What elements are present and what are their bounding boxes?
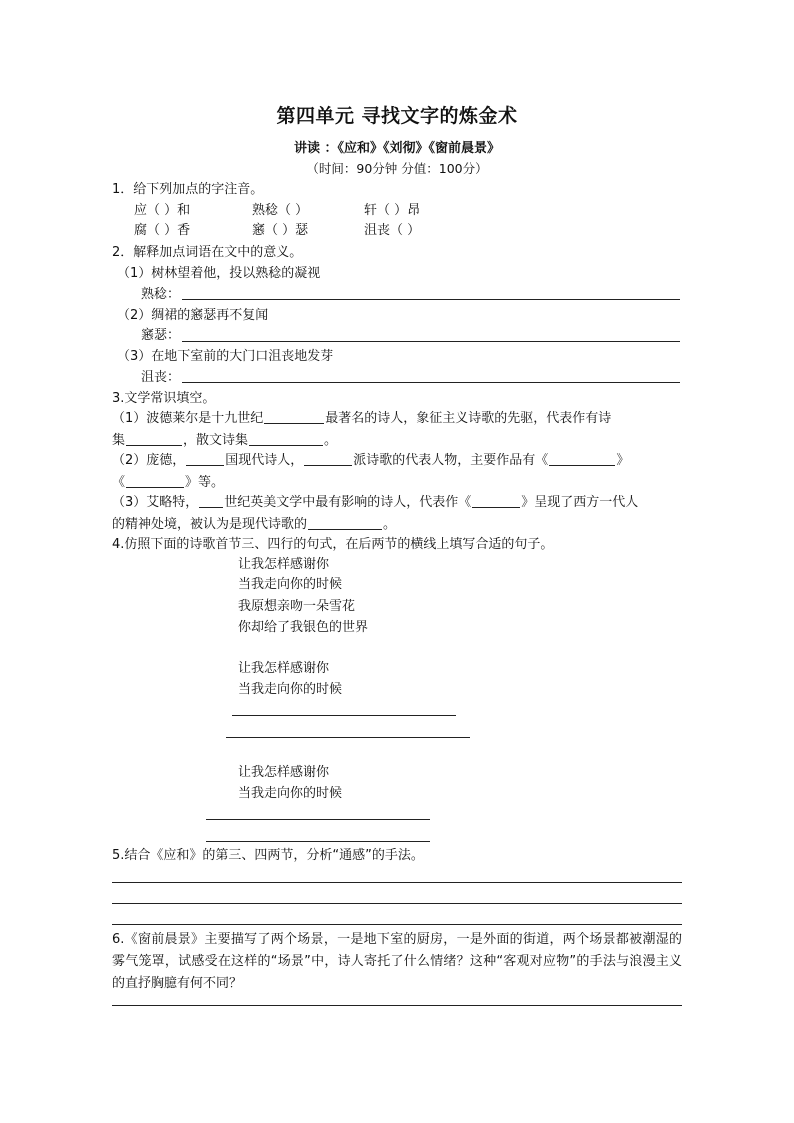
- fill-blank[interactable]: [186, 452, 224, 466]
- worksheet-subtitle: 讲读 ：《应和》《刘彻》《窗前晨景》: [293, 141, 501, 156]
- q3-text: 》等。: [185, 475, 225, 490]
- fill-blank[interactable]: [199, 494, 223, 508]
- q2-stem: 2．解释加点词语在文中的意义。: [112, 245, 303, 260]
- q4-stem: 4.仿照下面的诗歌首节三、四行的句式，在后两节的横线上填写合适的句子。: [112, 537, 554, 552]
- q1-item: 腐（ ）香: [134, 223, 191, 238]
- poem-line: 让我怎样感谢你: [238, 661, 330, 676]
- q2-sentence: （3）在地下室前的大门口沮丧地发芽: [117, 349, 334, 364]
- q3-text: 的精神处境，被认为是现代诗歌的: [112, 517, 308, 532]
- poem-line: 我原想亲吻一朵雪花: [238, 599, 356, 614]
- q3-text: 派诗歌的代表人物，主要作品有《: [353, 453, 549, 468]
- q3-stem: 3.文学常识填空。: [112, 391, 216, 406]
- q1-item: 窸（ ）瑟: [252, 223, 309, 238]
- q2-word-label: 窸瑟：: [141, 328, 181, 343]
- answer-line[interactable]: [112, 1005, 682, 1006]
- q1-item: 轩（ ）昂: [364, 203, 421, 218]
- fill-blank[interactable]: [126, 432, 182, 446]
- q3-item-3: [112, 492, 682, 536]
- q3-text: 》: [616, 453, 630, 468]
- fill-blank[interactable]: [549, 452, 615, 466]
- time-score-info: （时间：90分钟 分值：100分）: [306, 161, 488, 176]
- q2-word-label: 沮丧：: [141, 370, 181, 385]
- q5-stem: 5.结合《应和》的第三、四两节，分析“通感”的手法。: [112, 848, 424, 863]
- q3-text: 集: [112, 433, 126, 448]
- fill-blank[interactable]: [264, 410, 324, 424]
- poem-answer-line[interactable]: [206, 841, 430, 842]
- poem-line: 让我怎样感谢你: [238, 765, 330, 780]
- q3-text: 《: [112, 475, 126, 490]
- poem-answer-line[interactable]: [206, 819, 430, 820]
- q2-sentence: （2）绸裙的窸瑟再不复闻: [117, 308, 269, 323]
- answer-line[interactable]: [182, 382, 680, 383]
- poem-answer-line[interactable]: [226, 737, 470, 738]
- answer-line[interactable]: [182, 299, 680, 300]
- answer-line[interactable]: [112, 903, 682, 904]
- poem-line: 当我走向你的时候: [238, 682, 343, 697]
- poem-line: 让我怎样感谢你: [238, 557, 330, 572]
- q3-text: 世纪英美文学中最有影响的诗人，代表作《: [224, 495, 472, 510]
- worksheet-title: 第四单元 寻找文字的炼金术: [276, 105, 518, 127]
- q6-stem: 6.《窗前晨景》主要描写了两个场景，一是地下室的厨房，一是外面的街道，两个场景都被潮湿的雾气笼罩，试感受在这样的“场景”中，诗人寄托了什么情绪？这种“客观对应物”的手法与浪漫主义的直抒胸臆有何不同？: [112, 932, 682, 991]
- fill-blank[interactable]: [249, 432, 323, 446]
- fill-blank[interactable]: [472, 494, 520, 508]
- answer-line[interactable]: [182, 341, 680, 342]
- fill-blank[interactable]: [126, 474, 184, 488]
- poem-line: 当我走向你的时候: [238, 786, 343, 801]
- q1-item: 熟稔（ ）: [252, 203, 309, 218]
- q3-text: ，散文诗集: [183, 433, 249, 448]
- poem-answer-line[interactable]: [232, 715, 456, 716]
- q3-text: 国现代诗人，: [225, 453, 304, 468]
- q3-text: 。: [324, 433, 338, 448]
- q3-text: （1）波德莱尔是十九世纪: [112, 411, 264, 426]
- fill-blank[interactable]: [304, 452, 352, 466]
- q3-item-2: [112, 450, 682, 494]
- q3-item-1: [112, 408, 682, 452]
- poem-line: 你却给了我银色的世界: [238, 620, 369, 635]
- fill-blank[interactable]: [308, 516, 382, 530]
- q3-text: （2）庞德，: [112, 453, 186, 468]
- q1-stem: 1．给下列加点的字注音。: [112, 182, 264, 197]
- q1-item: 应（ ）和: [134, 203, 191, 218]
- q2-sentence: （1）树林望着他，投以熟稔的凝视: [117, 266, 321, 281]
- q2-word-label: 熟稔：: [141, 287, 181, 302]
- answer-line[interactable]: [112, 882, 682, 883]
- q3-text: 》呈现了西方一代人: [521, 495, 639, 510]
- q3-text: 。: [383, 517, 397, 532]
- answer-line[interactable]: [112, 924, 682, 925]
- poem-line: 当我走向你的时候: [238, 577, 343, 592]
- q1-item: 沮丧（ ）: [364, 223, 421, 238]
- q3-text: （3）艾略特，: [112, 495, 199, 510]
- q3-text: 最著名的诗人，象征主义诗歌的先驱，代表作有诗: [325, 411, 612, 426]
